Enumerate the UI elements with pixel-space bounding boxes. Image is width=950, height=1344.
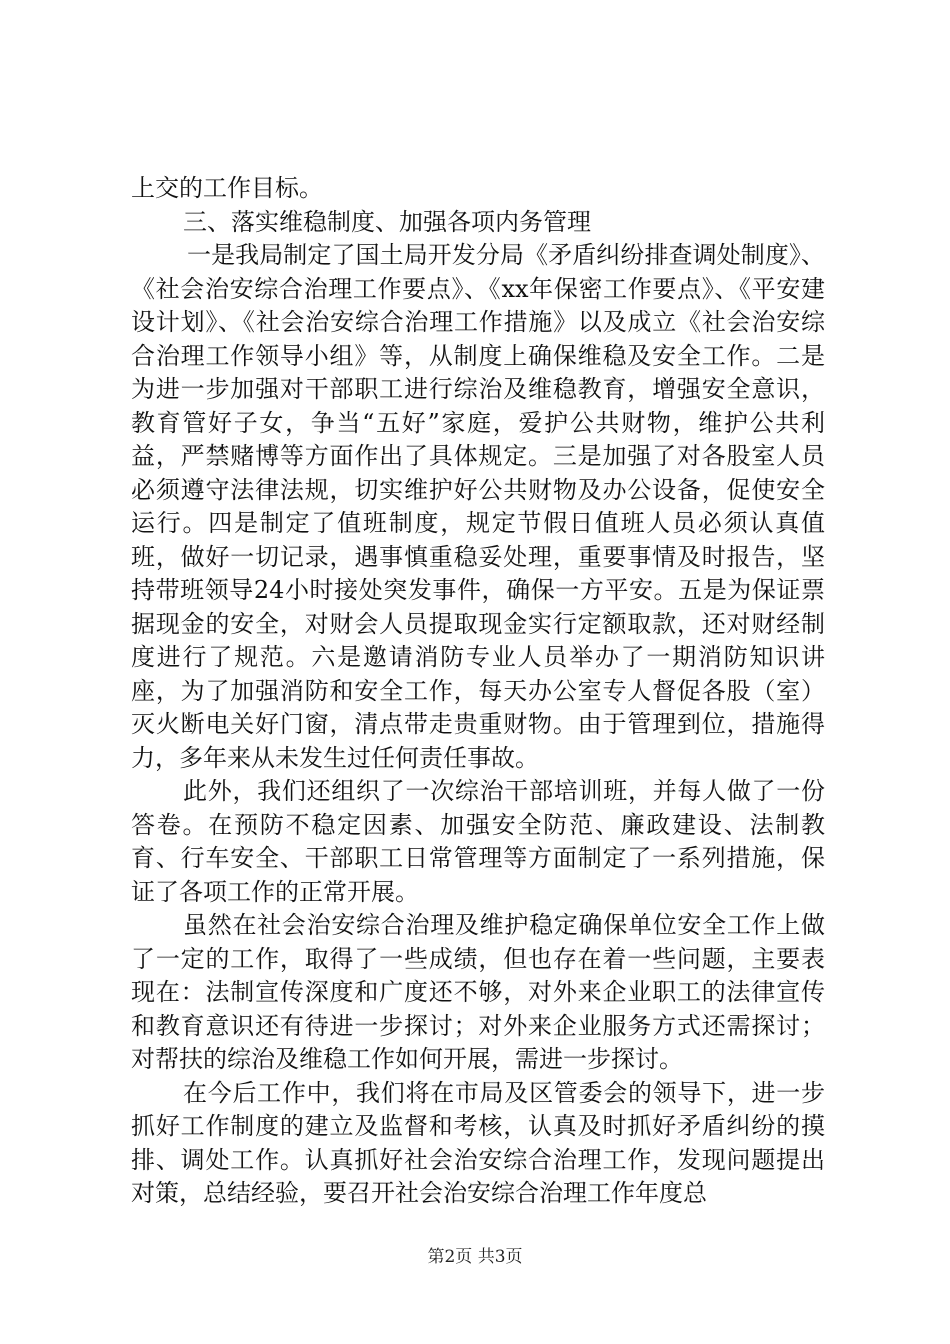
paragraph-future-work: 在今后工作中，我们将在市局及区管委会的领导下，进一步抓好工作制度的建立及监督和考核，认真及时抓好矛盾纠纷的摸排、调处工作。认真抓好社会治安综合治理工作，发现问题提出对策，总结经验，要召开社会治安综合治理工作年度总 xyxy=(131,1078,825,1207)
paragraph-measures: 一是我局制定了国土局开发分局《矛盾纠纷排查调处制度》、《社会治安综合治理工作要点》、《xx年保密工作要点》、《平安建设计划》、《社会治安综合治理工作措施》以及成立《社会治安综合治理工作领导小组》等，从制度上确保维稳及安全工作。二是为进一步加强对干部职工进行综治及维稳教育，增强安全意识，教育管好子女，争当“五好”家庭，爱护公共财物，维护公共利益，严禁赌博等方面作出了具体规定。三是加强了对各股室人员必须遵守法律法规，切实维护好公共财物及办公设备，促使安全运行。四是制定了值班制度，规定节假日值班人员必须认真值班，做好一切记录，遇事慎重稳妥处理，重要事情及时报告，坚持带班领导24小时接处突发事件，确保一方平安。五是为保证票据现金的安全，对财会人员提取现金实行定额取款，还对财经制度进行了规范。六是邀请消防专业人员举办了一期消防知识讲座，为了加强消防和安全工作，每天办公室专人督促各股（室）灭火断电关好门窗，清点带走贵重财物。由于管理到位，措施得力，多年来从未发生过任何责任事故。 xyxy=(131,241,825,772)
paragraph-problems: 虽然在社会治安综合治理及维护稳定确保单位安全工作上做了一定的工作，取得了一些成绩，但也存在着一些问题，主要表现在：法制宣传深度和广度还不够，对外来企业职工的法律宣传和教育意识还有待进一步探讨；对外来企业服务方式还需探讨；对帮扶的综治及维稳工作如何开展，需进一步探讨。 xyxy=(131,911,825,1073)
paragraph-training: 此外，我们还组织了一次综治干部培训班，并每人做了一份答卷。在预防不稳定因素、加强安全防范、廉政建设、法制教育、行车安全、干部职工日常管理等方面制定了一系列措施，保证了各项工作的正常开展。 xyxy=(131,777,825,906)
page-number-footer: 第2页 共3页 xyxy=(427,1247,523,1267)
paragraph-continuation: 上交的工作目标。 xyxy=(131,174,323,202)
section-heading: 三、落实维稳制度、加强各项内务管理 xyxy=(183,207,591,236)
document-body xyxy=(131,172,825,1211)
